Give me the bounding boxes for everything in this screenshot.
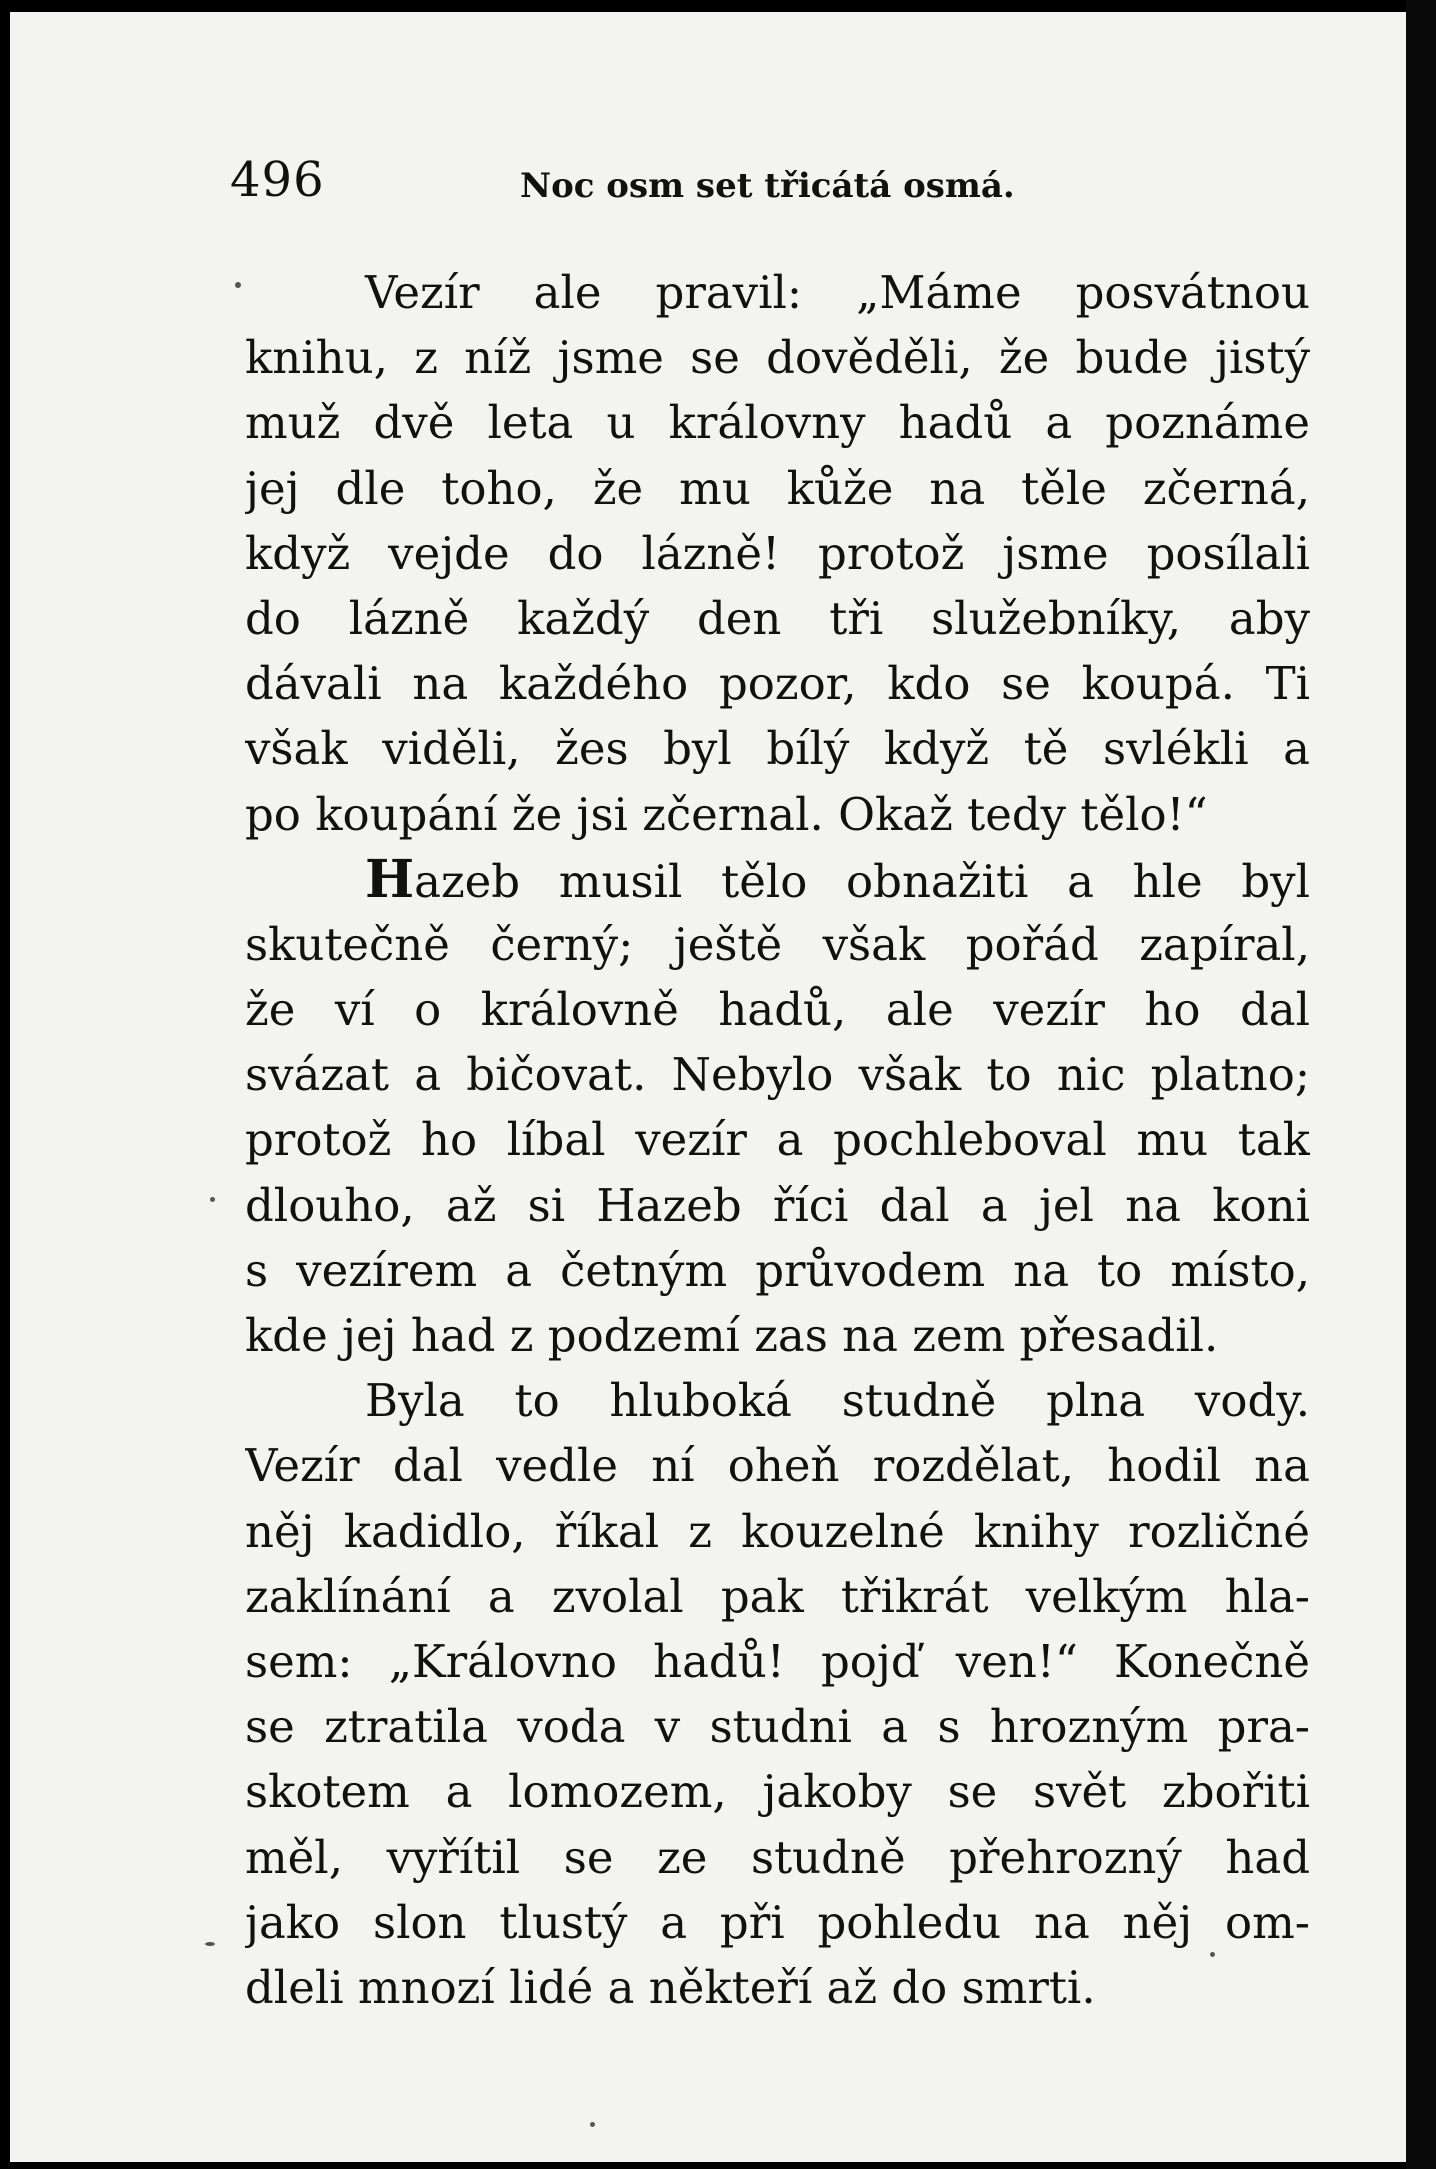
text-line: však viděli, žes byl bílý když tě svlékli a	[245, 722, 1310, 776]
text-line: jej dle toho, že mu kůže na těle zčerná,	[245, 461, 1310, 515]
text-line: když vejde do lázně! protož jsme posílali	[245, 526, 1310, 580]
text-line-with-initial	[245, 847, 1310, 912]
scan-speck	[210, 1197, 215, 1202]
scan-speck	[590, 2122, 595, 2127]
text-line: po koupání že jsi zčernal. Okaž tedy tělo!“	[245, 787, 1208, 841]
text-line: kde jej had z podzemí zas na zem přesadil.	[245, 1309, 1219, 1362]
text-line: že ví o královně hadů, ale vezír ho dal	[245, 983, 1310, 1037]
text-line: zaklínání a zvolal pak třikrát velkým hla-	[245, 1569, 1310, 1623]
page-number: 496	[230, 152, 325, 208]
text-line: do lázně každý den tři služebníky, aby	[245, 591, 1310, 645]
text-line: se ztratila voda v studni a s hrozným pra-	[245, 1700, 1310, 1754]
book-page	[10, 12, 1426, 2162]
text-line: dávali na každého pozor, kdo se koupá. Ti	[245, 657, 1310, 711]
initial-letter: H	[365, 848, 415, 910]
text-line: jako slon tlustý a při pohledu na něj om-	[245, 1895, 1310, 1949]
text-line: Vezír dal vedle ní oheň rozdělat, hodil na	[245, 1439, 1310, 1493]
text-line: dlouho, až si Hazeb říci dal a jel na koni	[245, 1178, 1310, 1232]
page-header	[10, 152, 1426, 212]
text-line: s vezírem a četným průvodem na to místo,	[245, 1243, 1310, 1297]
scan-speck	[205, 1942, 215, 1946]
scan-edge	[1406, 0, 1436, 2169]
text-line: sem: „Královno hadů! pojď ven!“ Konečně	[245, 1634, 1310, 1688]
text-line: svázat a bičovat. Nebylo však to nic platno;	[245, 1048, 1310, 1102]
text-line-rest: azeb musil tělo obnažiti a hle byl	[414, 854, 1310, 908]
text-line: měl, vyřítil se ze studně přehrozný had	[245, 1830, 1310, 1884]
text-line: Vezír ale pravil: „Máme posvátnou	[365, 266, 1310, 319]
text-line: Byla to hluboká studně plna vody.	[365, 1374, 1310, 1428]
text-line: knihu, z níž jsme se dověděli, že bude jistý	[245, 331, 1310, 385]
text-line: protož ho líbal vezír a pochleboval mu tak	[245, 1113, 1310, 1167]
text-line: muž dvě leta u královny hadů a poznáme	[245, 396, 1310, 450]
scan-speck	[235, 282, 241, 288]
text-line: něj kadidlo, říkal z kouzelné knihy rozličné	[245, 1504, 1310, 1558]
text-line: dleli mnozí lidé a někteří až do smrti.	[245, 1960, 1096, 2014]
body-text	[245, 260, 1310, 2020]
running-head: Noc osm set třicátá osmá.	[520, 166, 1015, 206]
text-line: skutečně černý; ještě však pořád zapíral,	[245, 917, 1310, 971]
text-line: skotem a lomozem, jakoby se svět zbořiti	[245, 1765, 1310, 1819]
scan-speck	[1210, 1952, 1215, 1957]
